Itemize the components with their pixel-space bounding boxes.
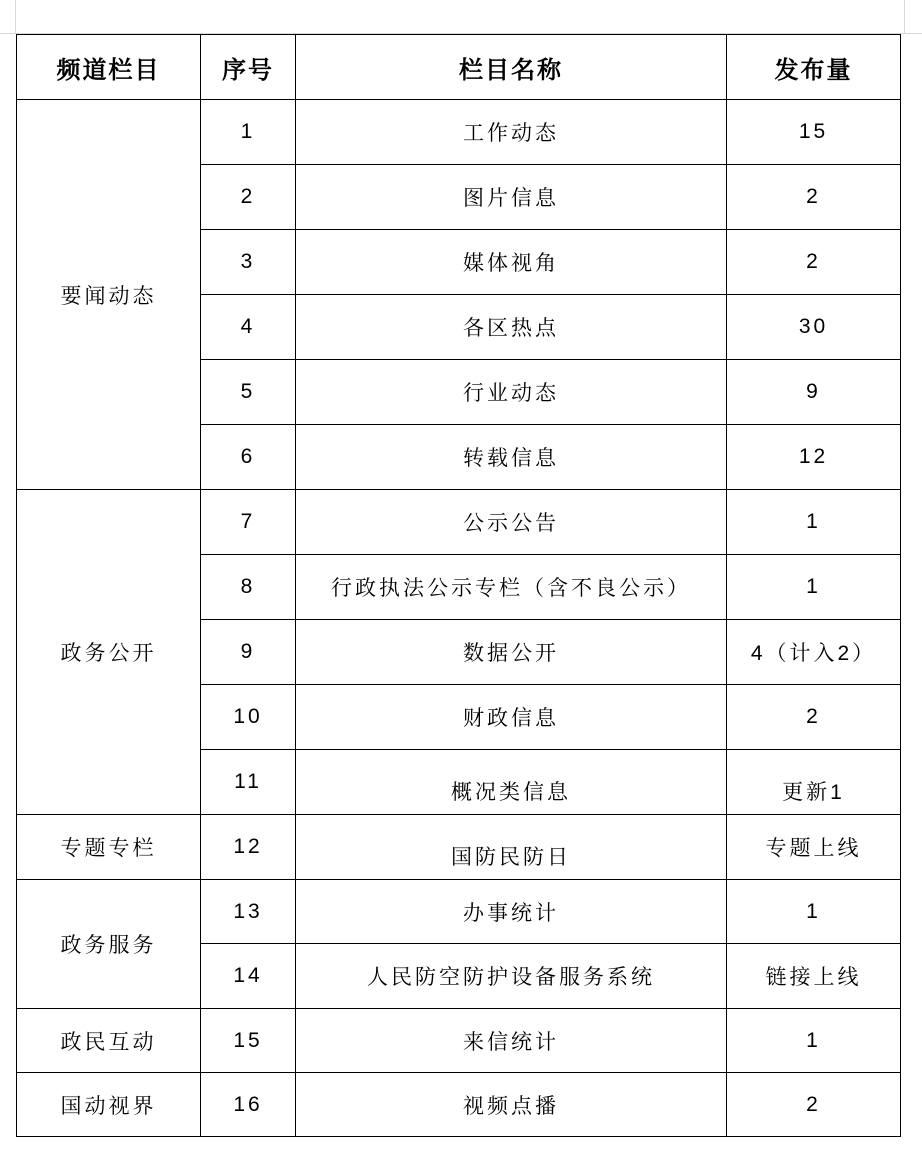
table-row — [17, 100, 901, 165]
row-count: 9 — [727, 360, 901, 425]
row-no: 4 — [201, 295, 296, 360]
channel-cell: 政务公开 — [17, 490, 201, 815]
row-count: 专题上线 — [727, 815, 901, 880]
row-count: 1 — [727, 555, 901, 620]
table-row — [17, 880, 901, 944]
row-name: 公示公告 — [296, 490, 727, 555]
row-name: 办事统计 — [296, 880, 727, 944]
row-count: 更新1 — [727, 750, 901, 815]
row-name: 国防民防日 — [296, 815, 727, 880]
top-strip-right-border — [904, 0, 905, 34]
channel-cell: 政民互动 — [17, 1009, 201, 1073]
row-name: 数据公开 — [296, 620, 727, 685]
row-no: 2 — [201, 165, 296, 230]
row-name: 人民防空防护设备服务系统 — [296, 944, 727, 1009]
channel-cell: 政务服务 — [17, 880, 201, 1009]
header-row — [17, 35, 901, 100]
row-count: 2 — [727, 1073, 901, 1137]
top-strip — [0, 0, 922, 34]
header-no: 序号 — [201, 35, 296, 100]
row-name: 概况类信息 — [296, 750, 727, 815]
row-no: 9 — [201, 620, 296, 685]
row-count: 链接上线 — [727, 944, 901, 1009]
channel-cell: 专题专栏 — [17, 815, 201, 880]
row-name: 媒体视角 — [296, 230, 727, 295]
table-row — [17, 490, 901, 555]
row-no: 7 — [201, 490, 296, 555]
row-no: 3 — [201, 230, 296, 295]
table-row — [17, 1009, 901, 1073]
row-no: 5 — [201, 360, 296, 425]
row-count: 1 — [727, 1009, 901, 1073]
top-strip-left-border — [15, 0, 16, 34]
row-no: 13 — [201, 880, 296, 944]
header-count: 发布量 — [727, 35, 901, 100]
row-no: 16 — [201, 1073, 296, 1137]
row-no: 14 — [201, 944, 296, 1009]
row-no: 1 — [201, 100, 296, 165]
row-count: 1 — [727, 490, 901, 555]
row-count: 12 — [727, 425, 901, 490]
row-count: 2 — [727, 685, 901, 750]
row-no: 8 — [201, 555, 296, 620]
row-name: 工作动态 — [296, 100, 727, 165]
row-count: 2 — [727, 230, 901, 295]
publication-stats-table — [16, 34, 901, 1137]
table-row — [17, 815, 901, 880]
row-no: 11 — [201, 750, 296, 815]
row-count: 2 — [727, 165, 901, 230]
row-count: 30 — [727, 295, 901, 360]
channel-cell: 要闻动态 — [17, 100, 201, 490]
row-no: 15 — [201, 1009, 296, 1073]
header-column-name: 栏目名称 — [296, 35, 727, 100]
header-channel: 频道栏目 — [17, 35, 201, 100]
table-row — [17, 1073, 901, 1137]
row-no: 10 — [201, 685, 296, 750]
row-name: 图片信息 — [296, 165, 727, 230]
row-name: 行政执法公示专栏（含不良公示） — [296, 555, 727, 620]
row-count: 4（计入2） — [727, 620, 901, 685]
row-name: 行业动态 — [296, 360, 727, 425]
channel-cell: 国动视界 — [17, 1073, 201, 1137]
row-name: 各区热点 — [296, 295, 727, 360]
row-count: 15 — [727, 100, 901, 165]
row-count: 1 — [727, 880, 901, 944]
row-no: 6 — [201, 425, 296, 490]
row-name: 视频点播 — [296, 1073, 727, 1137]
row-no: 12 — [201, 815, 296, 880]
row-name: 财政信息 — [296, 685, 727, 750]
row-name: 转载信息 — [296, 425, 727, 490]
row-name: 来信统计 — [296, 1009, 727, 1073]
